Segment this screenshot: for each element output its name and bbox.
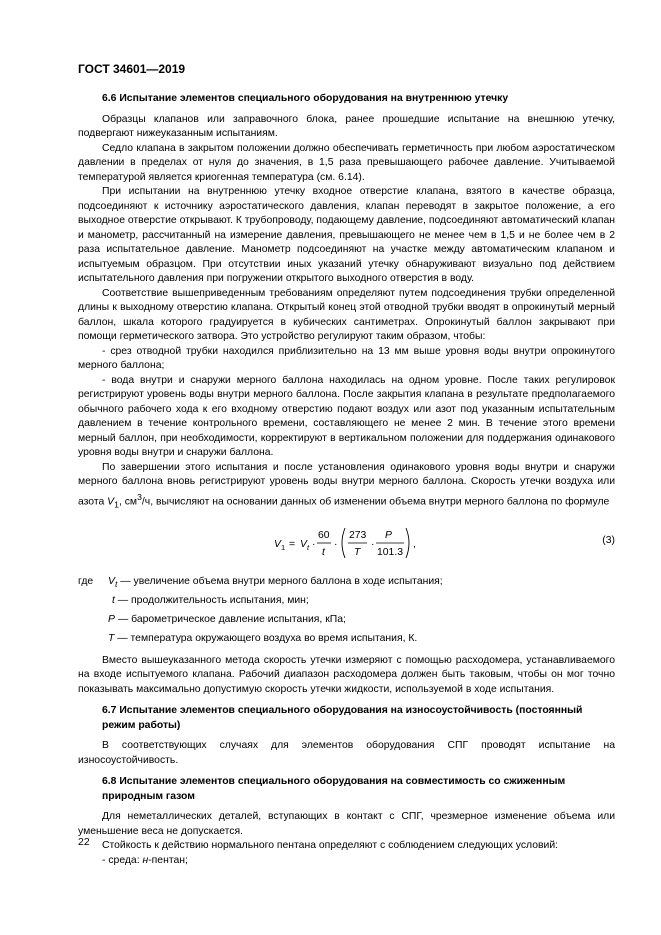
list-item: - срез отводной трубки находился приблизительно на 13 мм выше уровня воды внутри опрокинутого мерного баллона;: [78, 345, 615, 371]
fraction-3-numerator: P: [385, 529, 392, 541]
section-title: Испытание элементов специального оборудования на внутреннюю утечку: [119, 93, 509, 104]
formula-lhs-sub: 1: [281, 542, 286, 552]
section-title: Испытание элементов специального оборудования на износоустойчивость (постоянный режим работы): [102, 705, 583, 731]
paragraph: По завершении этого испытания и после установления одинакового уровня воды внутри и снаружи мерного баллона вновь регистрируют уровень воды внутри мерного баллона. Скорость утечки воздуха или азота $V_1$, $см^3/ч$, вычисляют на основании данных об изменении объема внутри мерного баллона по формуле: [78, 461, 615, 510]
fraction-2-denominator: T: [354, 546, 361, 558]
fraction-3-denominator: 101.3: [377, 546, 404, 558]
formula-dot-3: ·: [371, 538, 375, 550]
symbol-definitions: [78, 572, 615, 648]
section-title: Испытание элементов специального оборудования на совместимость со сжиженным природным газом: [102, 776, 566, 802]
definition-row: t — продолжительность испытания, мин;: [112, 594, 309, 606]
formula-vt-sub: t: [307, 542, 310, 552]
paragraph: Образцы клапанов или заправочного блока, ранее прошедшие испытание на внешнюю утечку, подвергают нижеуказанным испытаниям.: [78, 113, 615, 139]
formula-tail: ,: [413, 538, 416, 550]
paren-left: [342, 528, 345, 558]
paragraph: Для неметаллических деталей, вступающих в контакт с СПГ, чрезмерное изменение объема или уменьшение веса не допускается.: [78, 811, 615, 837]
paragraph: В соответствующих случаях для элементов оборудования СПГ проводят испытание на износоустойчивость.: [78, 740, 615, 766]
definition-row: P — барометрическое давление испытания, кПа;: [108, 613, 346, 625]
standard-header: ГОСТ 34601—2019: [78, 62, 186, 76]
paragraph: Соответствие вышеприведенным требованиям определяют путем подсоединения трубки определенной длины к выходному отверстию клапана. Открытый конец этой отводной трубки вводят в опрокинутый мерный баллон, шкала которого градуируется в кубических сантиметрах. Опрокинутый баллон закрывают при помощи герметического затвора. Это устройство регулируют таким образом, чтобы:: [78, 287, 615, 342]
paragraph: Вместо вышеуказанного метода скорость утечки измеряют с помощью расходомера, устанавливаемого на входе испытуемого клапана. Рабочий диапазон расходомера должен быть таковым, чтобы он мог точно показывать максимально допустимую скорость утечки жидкости, используемой в ходе испытания.: [78, 654, 615, 695]
paragraph: Седло клапана в закрытом положении должно обеспечивать герметичность при любом аэростатическом давлении в пределах от нуля до значения, в 1,5 раза превышающего рабочее давление. Учитываемой температурой является криогенная температура (см. 6.14).: [78, 142, 615, 183]
list-item: - вода внутри и снаружи мерного баллона находилась на одном уровне. После таких регулировок регистрируют уровень воды внутри мерного баллона. После закрытия клапана в результате предполагаемого обычного рабочего хода к его входному отверстию подают воздух или азот под указанным испытательным давлением в течение контрольного времени, составляющего не менее 2 мин. В течение этого времени мерный баллон, при необходимости, корректируют в вертикальном положении для поддержания одинакового уровня воды внутри и снаружи баллона.: [78, 374, 615, 458]
section-6-6-heading: [78, 92, 615, 107]
equation-number: (3): [602, 534, 615, 546]
definition-row: где $V_t$ — увеличение объема внутри мерного баллона в ходе испытания;: [78, 572, 615, 591]
paragraph: Стойкость к действию нормального пентана определяют с соблюдением следующих условий:: [102, 840, 559, 852]
formula-vt: V: [300, 538, 307, 550]
fraction-2-numerator: 273: [349, 529, 367, 541]
formula-dot-1: ·: [312, 538, 316, 550]
leak-rate-formula: [274, 524, 424, 562]
section-number: 6.7: [102, 705, 117, 717]
paragraph: При испытании на внутреннюю утечку входное отверстие клапана, взятого в качестве образца, подсоединяют к источнику аэростатического давления, клапан переводят в закрытое положение, а его выходное отверстие открывают. К трубопроводу, подающему давление, подсоединяют автоматический клапан и манометр, рассчитанный на измерение давления, превышающего не менее чем в 1,5 и не более чем в 2 раза испытательное давление. Манометр подсоединяют на участке между автоматическим клапаном и испытуемым образцом. При отсутствии иных указаний утечку обнаруживают визуально под действием испытательного давления при погружении открытого выходного отверстия в воду.: [78, 186, 615, 284]
list-item: - среда: н-пентан;: [102, 854, 188, 866]
where-label: где: [78, 575, 94, 587]
formula-dot-2: ·: [334, 538, 338, 550]
formula-eq: =: [289, 538, 296, 550]
page-number: 22: [78, 836, 90, 848]
paren-right: [406, 528, 409, 558]
fraction-1-denominator: t: [322, 546, 325, 558]
definition-row: T — температура окружающего воздуха во время испытания, К.: [108, 632, 418, 644]
section-6-7-heading: [78, 704, 615, 733]
page-content: [78, 92, 615, 868]
section-number: 6.6: [102, 93, 117, 104]
formula-lhs: V: [274, 538, 281, 550]
section-number: 6.8: [102, 776, 117, 788]
section-6-8-heading: [78, 775, 615, 804]
fraction-1-numerator: 60: [318, 529, 330, 541]
formula-row: [78, 522, 615, 562]
